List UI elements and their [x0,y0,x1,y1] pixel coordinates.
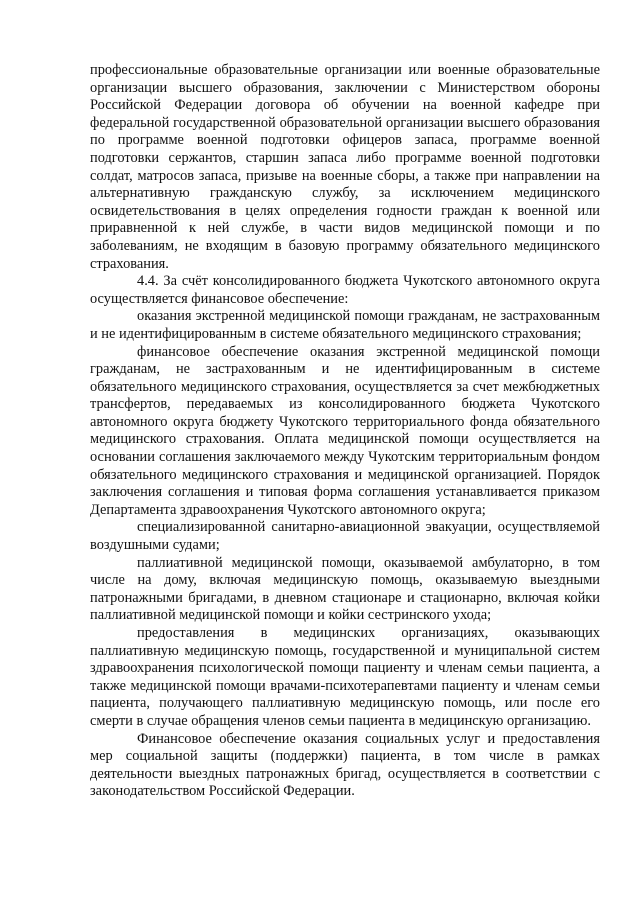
paragraph-social-services: Финансовое обеспечение оказания социальных услуг и предоставления мер социальной защиты (поддержки) пациента, в том числе в рамках деятельности выездных патронажных бригад, осуществляется в соответствии с законодательством Российской Федерации. [90,730,600,800]
paragraph-emergency-financing: финансовое обеспечение оказания экстренной медицинской помощи гражданам, не застрахованным и не идентифицированным в системе обязательного медицинского страхования, осуществляется за счет межбюджетных трансфертов, передаваемых из консолидированного бюджета Чукотского автономного округа бюджету Чукотского территориального фонда обязательного медицинского страхования. Оплата медицинской помощи осуществляется на основании соглашения заключаемого между Чукотским территориальным фондом обязательного медицинского страхования и медицинской организацией. Порядок заключения соглашения и типовая форма соглашения устанавливается приказом Департамента здравоохранения Чукотского автономного округа; [90,343,600,518]
paragraph-air-evacuation: специализированной санитарно-авиационной эвакуации, осуществляемой воздушными судами; [90,519,600,554]
paragraph-continuation: профессиональные образовательные организации или военные образовательные организации высшего образования, заключении с Министерством обороны Российской Федерации договора об обучении на военной кафедре при федеральной государственной образовательной организации высшего образования по программе военной подготовки офицеров запаса, программе военной подготовки сержантов, старшин запаса либо программе военной подготовки солдат, матросов запаса, призыве на военные сборы, а также при направлении на альтернативную гражданскую службу, за исключением медицинского освидетельствования в целях определения годности граждан к военной или приравненной к ней службе, в части видов медицинской помощи и по заболеваниям, не входящим в базовую программу обязательного медицинского страхования. [90,62,600,272]
document-body [90,62,600,801]
paragraph-4-4-heading: 4.4. За счёт консолидированного бюджета Чукотского автономного округа осуществляется финансовое обеспечение: [90,273,600,307]
paragraph-emergency-care: оказания экстренной медицинской помощи гражданам, не застрахованным и не идентифицированным в системе обязательного медицинского страхования; [90,308,600,342]
paragraph-palliative-care: паллиативной медицинской помощи, оказываемой амбулаторно, в том числе на дому, включая медицинскую помощь, оказываемую выездными патронажными бригадами, в дневном стационаре и стационарно, включая койки паллиативной медицинской помощи и койки сестринского ухода; [90,554,600,624]
paragraph-psychological-help: предоставления в медицинских организациях, оказывающих паллиативную медицинскую помощь, государственной и муниципальной систем здравоохранения психологической помощи пациенту и членам семьи пациента, а также медицинской помощи врачами-психотерапевтами пациенту и членам семьи пациента, получающего паллиативную медицинскую помощь, или после его смерти в случае обращения членов семьи пациента в медицинскую организацию. [90,625,600,729]
